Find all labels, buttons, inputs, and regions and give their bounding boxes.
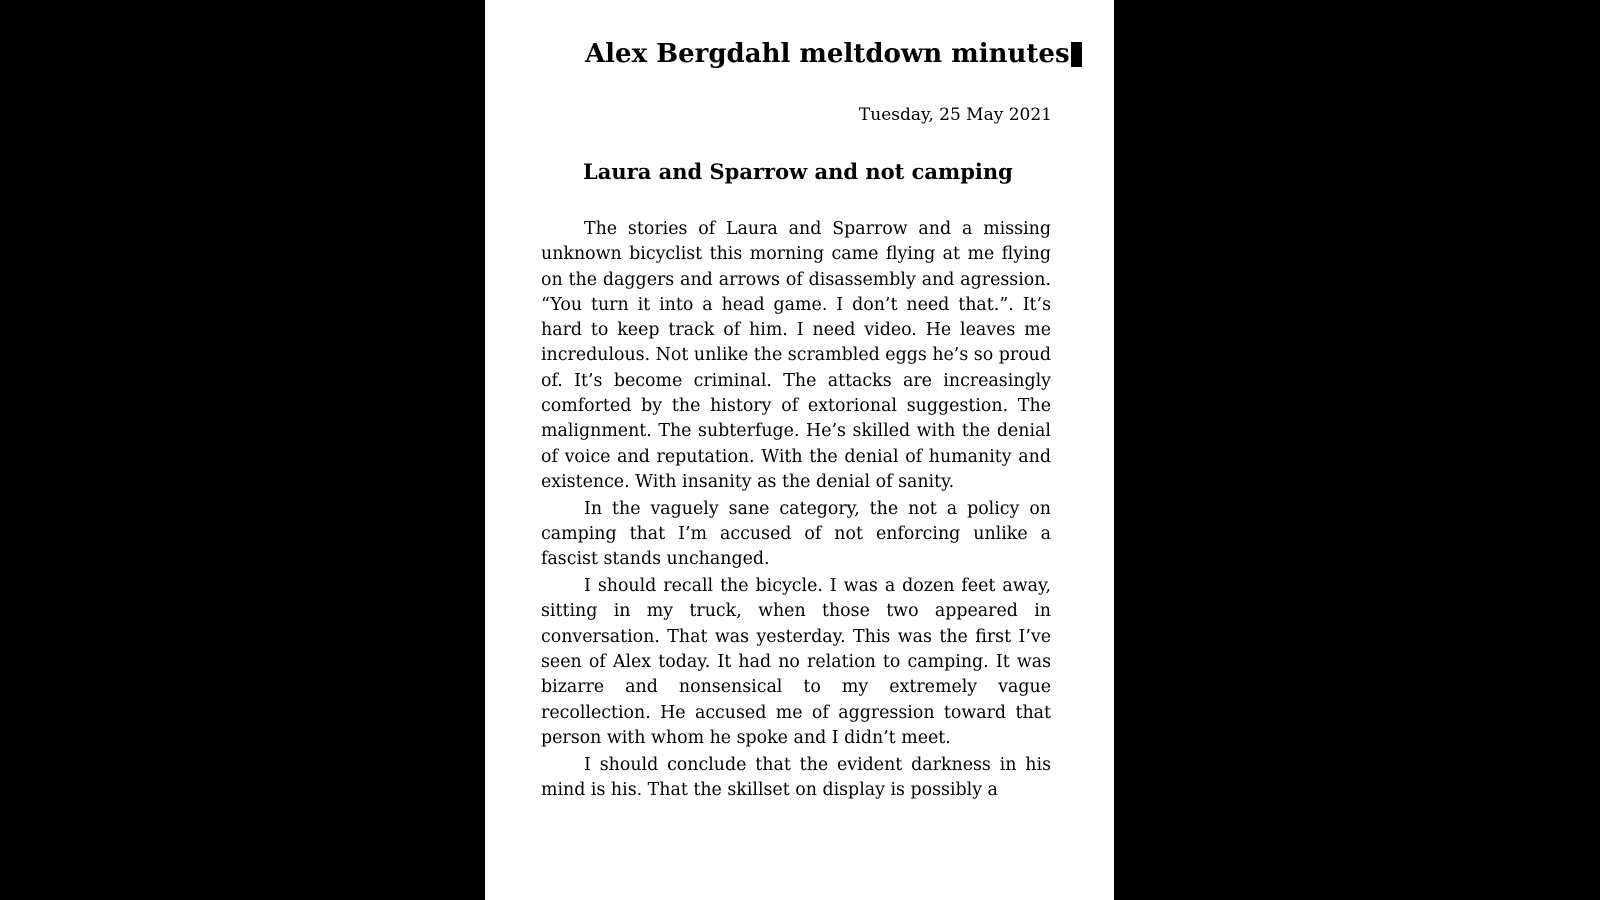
document-title xyxy=(585,36,1082,72)
document-body xyxy=(541,217,1051,805)
body-paragraph: In the vaguely sane category, the not a policy on camping that I’m accused of not enforcing unlike a fascist stands unchanged. xyxy=(541,498,1051,570)
section-title: Laura and Sparrow and not camping xyxy=(583,159,1013,184)
document-page xyxy=(485,0,1114,900)
text-cursor xyxy=(1071,42,1082,67)
body-paragraph: The stories of Laura and Sparrow and a missing unknown bicyclist this morning came flying at me flying on the daggers and arrows of disassembly and agression. “You turn it into a head game. I don’t need that.”. It’s hard to keep track of him. I need video. He leaves me incredulous. Not unlike the scrambled eggs he’s so proud of. It’s become criminal. The attacks are increasingly comforted by the history of extorional suggestion. The malignment. The subterfuge. He’s skilled with the denial of voice and reputation. With the denial of humanity and existence. With insanity as the denial of sanity. xyxy=(541,219,1051,492)
body-paragraph: I should conclude that the evident darkness in his mind is his. That the skillset on display is possibly a xyxy=(541,754,1051,801)
body-paragraph: I should recall the bicycle. I was a dozen feet away, sitting in my truck, when those two appeared in conversation. That was yesterday. This was the first I’ve seen of Alex today. It had no relation to camping. It was bizarre and nonsensical to my extremely vague recollection. He accused me of aggression toward that person with whom he spoke and I didn’t meet. xyxy=(541,576,1051,748)
document-title-text: Alex Bergdahl meltdown minutes xyxy=(585,39,1070,69)
document-date: Tuesday, 25 May 2021 xyxy=(858,105,1052,125)
